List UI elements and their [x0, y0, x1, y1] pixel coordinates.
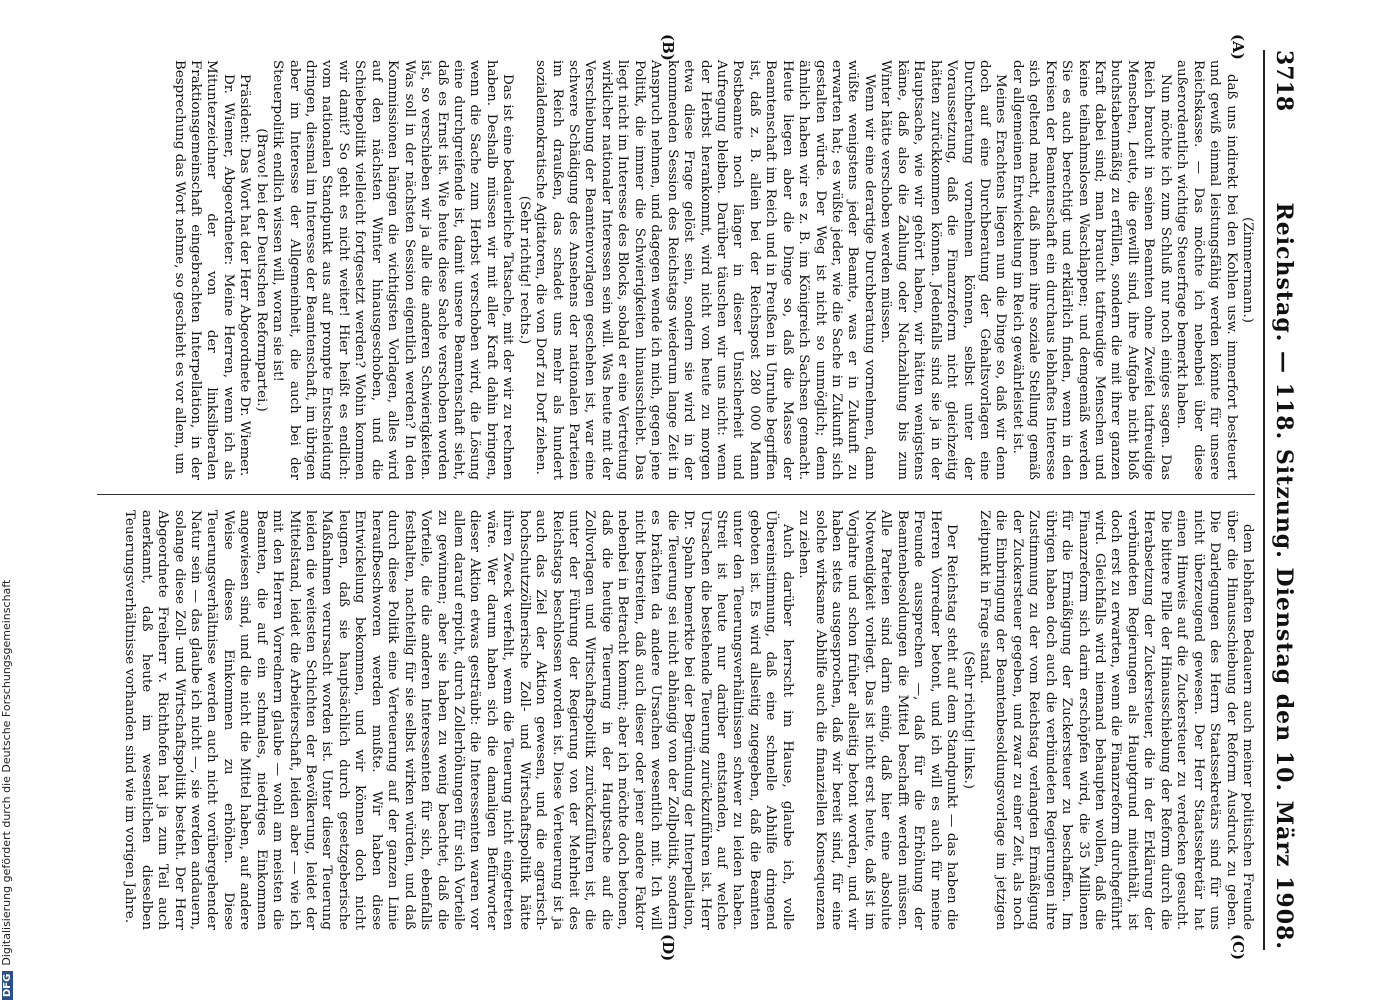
digitization-credit-text: Digitalisierung gefördert durch die Deutsche Forschungsgemeinschaft	[0, 579, 13, 966]
left-column-paragraph: Meines Erachtens liegen nun die Dinge so, daß wir denn doch auf eine Durchberatung der Gehaltsvorlagen eine Durchberatung vornehmen können, selbst unter der Voraussetzung, daß die Finanzreform nicht gleichzeitig hätten zurückkommen können. Jedenfalls sind sie ja in der Hauptsache, wie wir gehört haben, wir hätten wenigstens käme, daß also die Zahlung oder Nachzahlung bis zum Winter hätte verschoben werden müssen.	[877, 60, 1008, 480]
page-title: Reichstag. — 118. Sitzung. Dienstag den 10. März 1908.	[1270, 202, 1297, 950]
dfg-logo-badge: DFG	[2, 971, 13, 1000]
margin-mark-c: (C)	[1228, 934, 1247, 961]
right-column-center-line: (Sehr richtig! links.)	[960, 651, 976, 789]
column-divider	[97, 494, 1255, 495]
right-column-paragraph: dem lebhaften Bedauern auch meiner politischen Freunde über die Hinausschiebung der Reform Ausdruck zu geben. Die Darlegungen des Herrn Staatssekretärs sind für uns nicht überzeugend gewesen. Der Herr Staatssekretär hat einen Hinweis auf die Zuckersteuer zu verdecken gesucht. Die bittere Pille der Hinausschiebung der Reform durch die Herabsetzung der Zuckersteuer, die in der Erklärung der verbündeten Regierungen als Hauptgrund mitenthält, ist doch erst zu erwarten, wenn die Finanzreform durchgeführt wird. Gleichfalls wird niemand behaupten wollen, daß die Finanzreform sich darin erschöpfen wird, die 35 Millionen für die Ermäßigung der Zuckersteuer zu beschaffen. Im übrigen haben doch auch die verbündeten Regierungen ihre Zustimmung zu der vom Reichstag verlangten Ermäßigung der Zuckersteuer gegeben, und zwar zu einer Zeit, als noch die Einbringung der Beamtenbesoldungsvorlage im jetzigen Zeitpunkt in Frage stand.	[976, 510, 1255, 930]
digitization-credit	[0, 580, 13, 1000]
right-text-column	[87, 510, 1255, 930]
left-column-speaker-line: (Zimmermann.)	[1239, 217, 1255, 323]
page-number: 3718	[1270, 50, 1297, 112]
left-column-center-line: (Sehr richtig! rechts.)	[516, 195, 532, 345]
right-column-paragraph: Auch darüber herrscht im Hause, glaube ich, volle Übereinstimmung, daß eine schnelle Abhilfe dringend geboten ist. Es wird allseitig zugegeben, daß die Beamten unter den Teuerungsverhältnissen schwer zu leiden haben. Streit ist heute nur darüber entstanden, auf welche Ursachen die bestehende Teuerung zurückzuführen ist. Herr Dr. Spahn bemerkte bei der Begründung der Interpellation, die Teuerung sei nicht abhängig von der Zollpolitik, sondern es brächten da andere Ursachen wesentlich mit. Ich will nicht bestreiten, daß auch dieser oder jener andere Faktor nebenbei in Betracht kommt; aber ich möchte doch betonen, daß die heutige Teuerung in der Hauptsache auf die Zollvorlagen und Wirtschaftspolitik zurückzuführen ist, die unter der Führung der Regierung von der Mehrheit des Reichstags beschlossen worden ist. Diese Verteuerung ist ja auch das Ziel der Aktion gewesen, und die agrarisch-hochschutzzöllnerische Zoll- und Wirtschaftspolitik hätte ihren Zweck verfehlt, wenn die Teuerung nicht eingetreten wäre. Wer darum haben sich die damaligen Befürworter dieser Aktion etwas gesträubt: die Interessenten waren vor allem darauf erpicht, durch Zollerhöhungen für sich Vorteile zu gewinnen; aber sie haben zu wenig beachtet, daß die Vorteile, die die anderen Interessenten für sich, ebenfalls festhalten, nachteilig für sie selbst wirken würden, und daß durch diese Politik eine Verteuerung auf der ganzen Linie heraufbeschworen werden mußte. Wir haben diese Entwickelung bekommen, und wir können doch nicht leugnen, daß sie hauptsächlich durch gesetzgeberische Maßnahmen verursacht worden ist. Unter dieser Teuerung leiden die weitesten Schichten der Bevölkerung, leidet der Mittelstand, leidet die Arbeiterschaft, leiden aber — wie ich mit den Herren Vorrednern glaube — wohl am meisten die Beamten, die auf ein schmales, niedriges Einkommen angewiesen sind, und die nicht die Mittel haben, auf andere Weise dieses Einkommen zu erhöhen. Diese Teuerungsverhältnisse werden auch nicht vorübergehender Natur sein — das glaube ich nicht —, sie werden andauern, solange diese Zoll- und Wirtschaftspolitik besteht. Der Herr Abgeordnete Freiherr v. Richthofen hat ja zum Teil auch anerkannt, daß heute im wesentlichen dieselben Teuerungsverhältnisse vorhanden sind wie im vorigen Jahre.	[121, 510, 795, 930]
left-column-paragraph: Dr. Wiemer, Abgeordneter: Meine Herren, wenn ich als Mitunterzeichner der von der linksliberalen Fraktionsgemeinschaft eingebrachten Interpellation, in der Besprechung das Wort nehme, so geschieht es vor allem, um	[171, 60, 236, 480]
page-header	[1263, 50, 1299, 950]
right-column-paragraph: Der Reichstag steht auf dem Standpunkt — das haben die Herren Vorredner betont, und ich will es auch für meine Freunde aussprechen —, daß für die Erhöhung der Beamtenbesoldungen die Mittel beschafft werden müssen. Alle Parteien sind darin einig, daß hier eine absolute Notwendigkeit vorliegt. Das ist nicht erst heute, daß ist im Vorjahre und schon früher allseitig betont worden, und wir haben stets ausgesprochen, daß wir bereit sind, für eine solche wirksame Abhilfe auch die finanziellen Konsequenzen zu ziehen.	[795, 510, 959, 930]
margin-mark-d: (D)	[658, 934, 677, 962]
left-column-paragraph: Wenn wir eine derartige Durchberatung vornehmen, dann wüßte wenigstens jeder Beamte, was er in Zukunft zu erwarten hat; es wüßte jeder, wie die Sache in Zukunft sich gestalten würde. Der Weg ist nicht so unmöglich; denn ähnlich haben wir es z. B. im Königreich Sachsen gemacht. Heute liegen aber die Dinge so, daß die Masse der Beamtenschaft im Reich und in Preußen in Unruhe begriffen ist, daß z. B. allein bei der Reichspost 280 000 Mann Postbeamte noch länger in dieser Unsicherheit und Aufregung bleiben. Darüber täuschen wir uns nicht: wenn der Herbst herankommt, wird nicht von heute zu morgen etwa diese Frage gelöst sein, sondern sie wird in der kommenden Session des Reichstags wiederum lange Zeit in Anspruch nehmen, und dagegen wende ich mich, gegen jene Politik, die immer die Schwierigkeiten hinausschiebt. Das liegt nicht im Interesse des Blocks, sobald er eine Vertretung wirklicher nationaler Interessen sein will. Was heute mit der Verschiebung der Beamtenvorlagen geschehen ist, war eine schwere Schädigung des Ansehens der nationalen Parteien im Reich draußen, das schadet uns mehr als hundert sozialdemokratische Agitatoren, die von Dorf zu Dorf ziehen.	[532, 60, 877, 480]
left-text-column	[87, 60, 1255, 480]
margin-mark-b: (B)	[658, 34, 677, 61]
left-column-paragraph: Präsident: Das Wort hat der Herr Abgeordnete Dr. Wiemer.	[236, 74, 252, 477]
left-column-paragraph: daß uns indirekt bei den Kohlen usw. immerfort besteuert und gewiß einmal leistungsfähig werden könnte für unsere Reichskasse. — Das möchte ich nebenbei über diese außerordentlich wichtige Steuerfrage bemerkt haben.	[1173, 60, 1239, 480]
rotated-page	[67, 30, 1317, 970]
left-column-center-line: (Bravo! bei der Deutschen Reformpartei.)	[253, 128, 269, 412]
left-column-paragraph: Nun möchte ich zum Schluß nur noch einiges sagen. Das Reich braucht in seinen Beamten ohne Zweifel tatfreudige Menschen, Leute, die gewillt sind, ihre Aufgabe nicht bloß buchstabenmäßig zu erfüllen, sondern die mit ihrer ganzen Kraft dabei sind; man braucht tatfreudige Menschen und keine teilnahmslosen Waschlappen; und demgemäß werden Sie es auch berechtigt und erklärlich finden, wenn in den Kreisen der Beamtenschaft ein durchaus lebhaftes Interesse sich geltend macht, daß ihnen ihre soziale Stellung gemäß der allgemeinen Entwickelung im Reich gewährleistet ist.	[1009, 60, 1173, 480]
margin-mark-a: (A)	[1228, 34, 1247, 60]
left-column-paragraph: Das ist eine bedauerliche Tatsache, mit der wir zu rechnen haben. Deshalb müssen wir mit aller Kraft dahin bringen, wenn die Sache zum Herbst verschoben wird, die Lösung eine durchgreifende ist, damit unsere Beamtenschaft sieht, daß es Ernst ist. Wie heute diese Sache verschoben worden ist, so verschieben wir ja alle die anderen Schwierigkeiten. Was soll in der nächsten Session eigentlich werden? In den Kommissionen hängen die wichtigsten Vorlagen, alles wird auf den nächsten Winter hinausgeschoben, und die Schiebepolitik vielleicht fortgesetzt werden? Wohin kommen wir damit? So geht es nicht weiter! Hier heißt es endlich: vom nationalen Standpunkt aus auf prompte Entscheidung dringen, diesmal im Interesse der Beamtenschaft, im übrigen aber im Interesse der Allgemeinheit, die auch bei der Steuerpolitik endlich wissen will, woran sie ist!	[269, 60, 515, 480]
